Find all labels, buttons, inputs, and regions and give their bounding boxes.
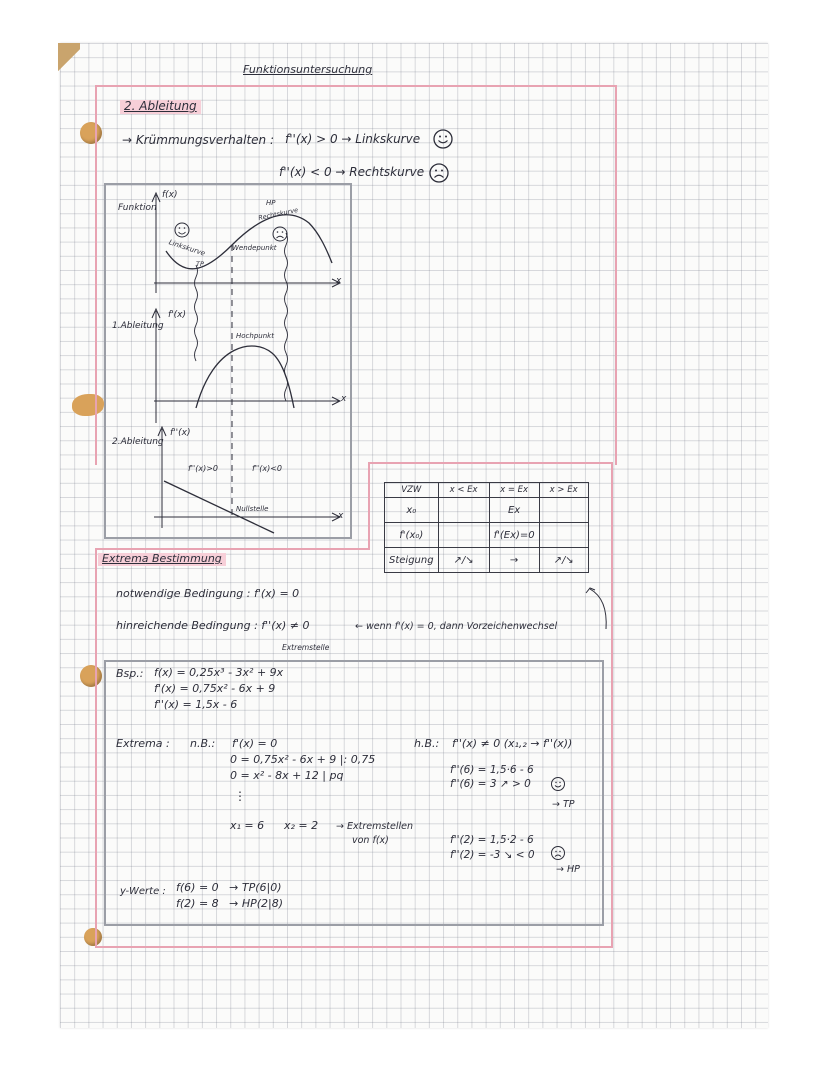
sign-change-note: ← wenn f'(x) = 0, dann Vorzeichenwechsel <box>355 621 558 632</box>
graph-label-f1x: f'(x) <box>168 310 186 320</box>
nb-von: von f(x) <box>352 835 389 846</box>
frowny-icon <box>428 162 450 184</box>
table-header: x < Ex <box>438 483 489 498</box>
table-header: x = Ex <box>489 483 539 498</box>
nb-label: n.B.: <box>190 737 216 750</box>
table-cell: ↗/↘ <box>539 548 588 573</box>
page-title: Funktionsuntersuchung <box>243 63 373 76</box>
nb-line-2: 0 = 0,75x² - 6x + 9 |: 0,75 <box>230 753 376 766</box>
y-values-label: y-Werte : <box>120 886 166 897</box>
hb-hp: → HP <box>556 864 580 875</box>
graph-label-funktion: Funktion <box>118 203 157 213</box>
table-row <box>385 548 589 573</box>
example-f2: f''(x) = 1,5x - 6 <box>154 698 238 711</box>
table-header: VZW <box>385 483 439 498</box>
graph-label-nullstelle: Nullstelle <box>236 505 269 513</box>
hb-6a: f''(6) = 1,5·6 - 6 <box>450 764 534 776</box>
graph-label-linkskurve: Linkskurve <box>167 238 207 258</box>
sign-change-table <box>384 482 589 573</box>
nb-line-1: f'(x) = 0 <box>232 737 278 750</box>
graph-label-hp: HP <box>266 199 276 207</box>
table-cell: f'(Ex)=0 <box>489 523 539 548</box>
graph-label-f2neg: f''(x)<0 <box>252 464 282 473</box>
graph-label-fx: f(x) <box>162 190 178 200</box>
frame-right <box>611 462 614 948</box>
graph-label-x2: x <box>341 394 347 404</box>
extrema-label: Extrema : <box>116 737 170 750</box>
smiley-icon <box>175 223 189 237</box>
kruemmung-rechts: f''(x) < 0 → Rechtskurve <box>279 165 425 179</box>
graph-label-f2x: f''(x) <box>170 428 191 438</box>
table-cell: Ex <box>489 498 539 523</box>
table-row <box>385 498 589 523</box>
smiley-icon <box>432 128 454 150</box>
condition-sufficient: hinreichende Bedingung : f''(x) ≠ 0 <box>116 619 310 632</box>
nb-x2: x₂ = 2 <box>284 819 319 832</box>
graph-label-hochpunkt: Hochpunkt <box>236 332 274 340</box>
graph-label-x3: x <box>338 511 344 521</box>
smiley-icon <box>550 776 566 792</box>
punch-hole <box>84 928 102 946</box>
section-heading-extrema: Extrema Bestimmung <box>98 553 226 566</box>
nb-x1: x₁ = 6 <box>230 819 265 832</box>
table-cell: Steigung <box>385 548 439 573</box>
table-header-row <box>385 483 589 498</box>
y-value-1: f(6) = 0 → TP(6|0) <box>176 881 282 894</box>
table-cell <box>539 523 588 548</box>
table-header: x > Ex <box>539 483 588 498</box>
hb-condition: f''(x) ≠ 0 (x₁,₂ → f''(x)) <box>452 737 573 750</box>
nb-line-3: 0 = x² - 8x + 12 | pq <box>230 769 344 782</box>
table-cell: f'(x₀) <box>385 523 439 548</box>
table-cell <box>539 498 588 523</box>
punch-hole <box>80 665 102 687</box>
graph-first-derivative <box>152 309 340 423</box>
graph-label-tp: TP <box>196 260 204 268</box>
table-cell: x₀ <box>385 498 439 523</box>
kruemmung-label: → Krümmungsverhalten : <box>122 133 274 147</box>
graph-label-rechtskurve: Rechtskurve <box>257 205 299 223</box>
graph-label-ableitung2: 2.Ableitung <box>112 437 164 447</box>
graph-label-x1: x <box>336 276 342 286</box>
example-f1: f'(x) = 0,75x² - 6x + 9 <box>154 682 276 695</box>
extremstelle-note: Extremstelle <box>282 643 330 652</box>
frame-step <box>368 462 613 465</box>
hb-6b: f''(6) = 3 ↗ > 0 <box>450 778 531 790</box>
table-cell <box>438 498 489 523</box>
graph-label-ableitung1: 1.Ableitung <box>112 321 164 331</box>
frame-left <box>95 548 98 948</box>
table-row <box>385 523 589 548</box>
frame-bottom <box>95 946 613 949</box>
condition-necessary: notwendige Bedingung : f'(x) = 0 <box>116 587 300 600</box>
example-label: Bsp.: <box>116 667 144 680</box>
hb-2a: f''(2) = 1,5·2 - 6 <box>450 834 534 846</box>
graph-label-f2pos: f''(x)>0 <box>188 464 218 473</box>
frowny-icon <box>550 845 566 861</box>
example-f: f(x) = 0,25x³ - 3x² + 9x <box>154 666 284 679</box>
frame-notch <box>368 462 371 550</box>
graph-second-derivative <box>154 427 340 533</box>
y-value-2: f(2) = 8 → HP(2|8) <box>176 897 284 910</box>
graph-label-wendepunkt: Wendepunkt <box>232 244 277 252</box>
curvature-graph <box>104 183 350 539</box>
table-cell <box>438 523 489 548</box>
nb-extremstellen: → Extremstellen <box>336 821 413 832</box>
torn-corner <box>58 43 80 83</box>
table-cell: ↗/↘ <box>438 548 489 573</box>
table-cell: → <box>489 548 539 573</box>
frowny-icon <box>273 227 287 241</box>
kruemmung-links: f''(x) > 0 → Linkskurve <box>285 132 421 146</box>
curved-arrow-icon <box>584 585 614 633</box>
hb-label: h.B.: <box>414 737 440 750</box>
frame-divider <box>95 548 370 551</box>
hb-2b: f''(2) = -3 ↘ < 0 <box>450 849 535 861</box>
hb-tp: → TP <box>552 799 575 810</box>
section-heading-ableitung: 2. Ableitung <box>120 100 201 114</box>
nb-dots: ⋮ <box>234 789 246 803</box>
